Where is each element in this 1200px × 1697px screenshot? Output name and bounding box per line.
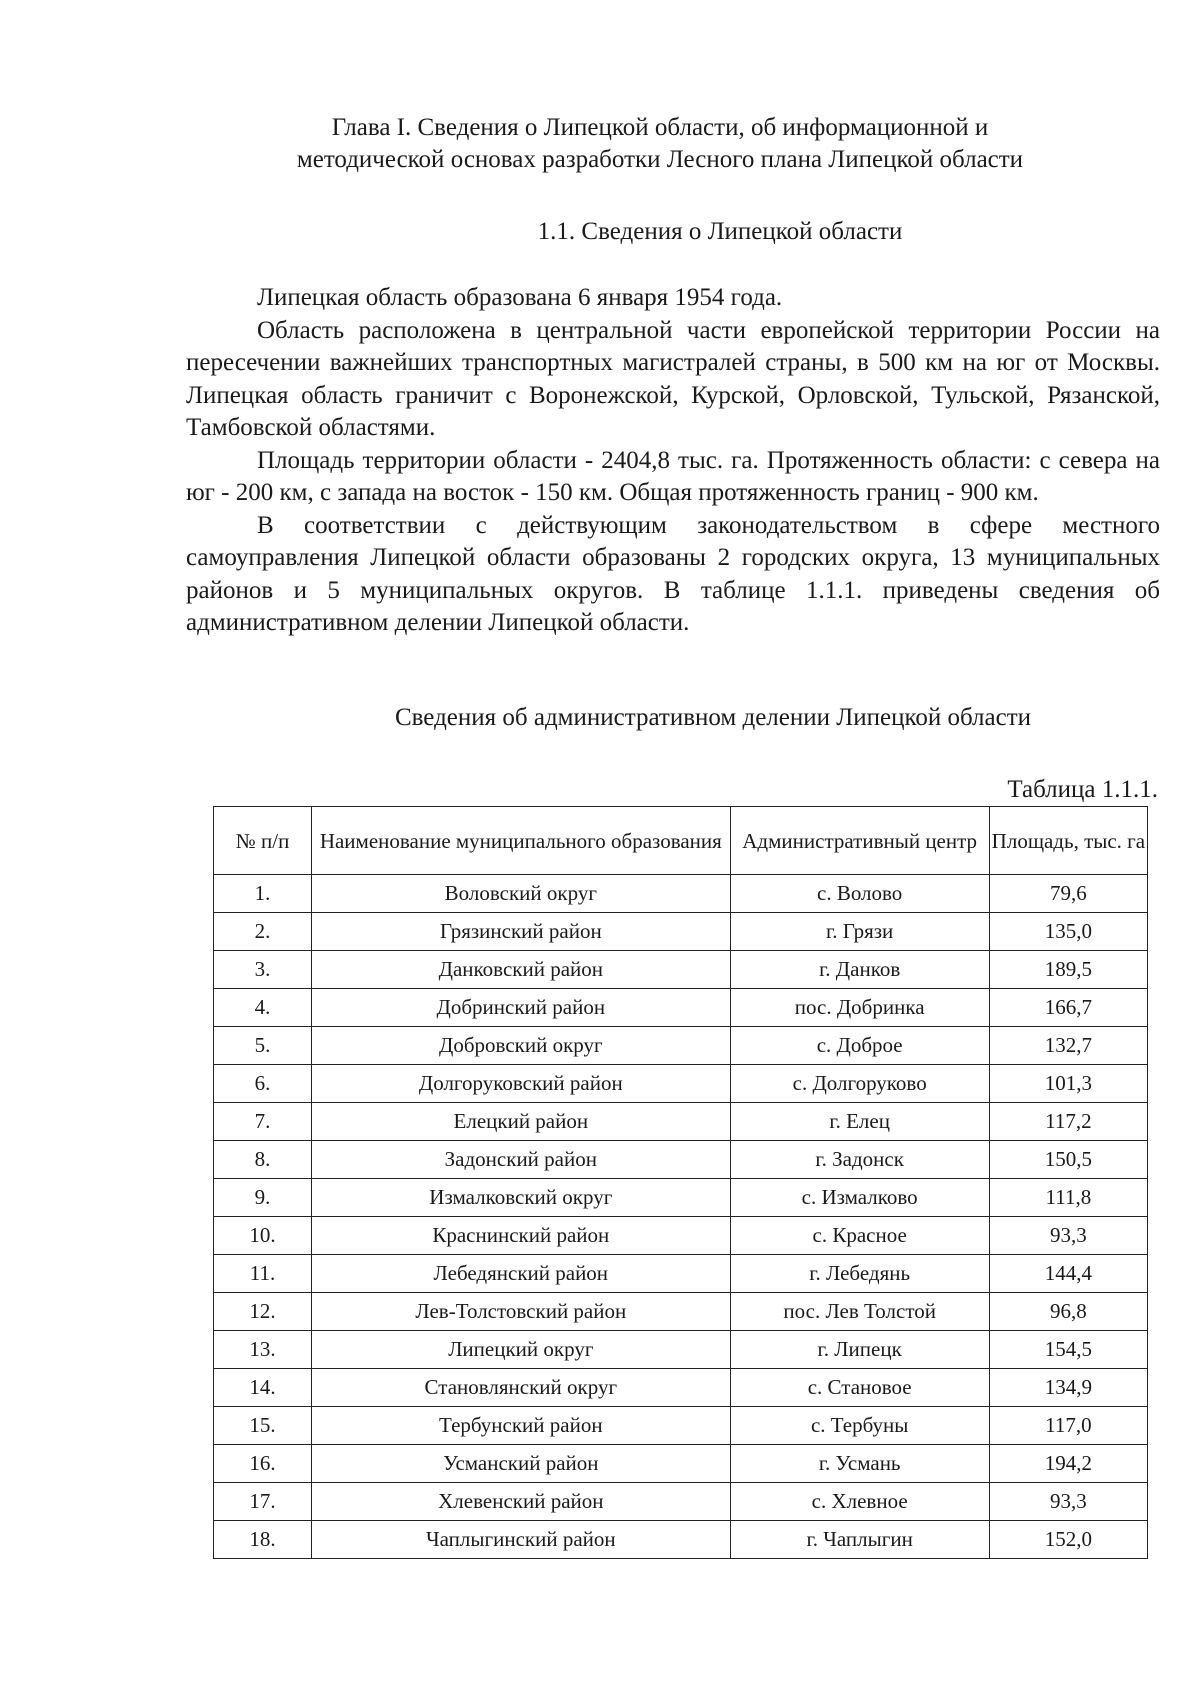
table-row: [214, 1483, 1148, 1521]
cell-area: 144,4: [989, 1255, 1147, 1293]
header-name: Наименование муниципального образования: [312, 807, 730, 875]
table-row: [214, 989, 1148, 1027]
cell-area: 117,2: [989, 1103, 1147, 1141]
table-row: [214, 1407, 1148, 1445]
chapter-heading-line1: Глава I. Сведения о Липецкой области, об информационной и: [331, 114, 989, 141]
table-row: [214, 913, 1148, 951]
admin-division-table: [213, 806, 1148, 1559]
cell-name: Добринский район: [312, 989, 730, 1027]
table-row: [214, 875, 1148, 913]
cell-center: с. Красное: [730, 1217, 989, 1255]
cell-name: Тербунский район: [312, 1407, 730, 1445]
cell-area: 96,8: [989, 1293, 1147, 1331]
cell-num: 14.: [214, 1369, 312, 1407]
cell-center: г. Усмань: [730, 1445, 989, 1483]
chapter-heading-line2: методической основах разработки Лесного плана Липецкой области: [296, 146, 1024, 173]
cell-num: 15.: [214, 1407, 312, 1445]
cell-name: Данковский район: [312, 951, 730, 989]
cell-area: 79,6: [989, 875, 1147, 913]
cell-name: Елецкий район: [312, 1103, 730, 1141]
table-row: [214, 1369, 1148, 1407]
table-row: [214, 1103, 1148, 1141]
cell-center: с. Волово: [730, 875, 989, 913]
cell-name: Усманский район: [312, 1445, 730, 1483]
cell-center: г. Задонск: [730, 1141, 989, 1179]
cell-name: Долгоруковский район: [312, 1065, 730, 1103]
cell-name: Добровский округ: [312, 1027, 730, 1065]
cell-num: 7.: [214, 1103, 312, 1141]
cell-area: 101,3: [989, 1065, 1147, 1103]
cell-area: 93,3: [989, 1483, 1147, 1521]
cell-area: 152,0: [989, 1521, 1147, 1559]
table-label: Таблица 1.1.1.: [1007, 776, 1158, 803]
cell-center: с. Долгоруково: [730, 1065, 989, 1103]
cell-num: 6.: [214, 1065, 312, 1103]
cell-name: Воловский округ: [312, 875, 730, 913]
cell-name: Краснинский район: [312, 1217, 730, 1255]
table-title: Сведения об административном делении Липецкой области: [394, 704, 1032, 731]
cell-num: 2.: [214, 913, 312, 951]
header-area: Площадь, тыс. га: [989, 807, 1147, 875]
cell-num: 18.: [214, 1521, 312, 1559]
cell-area: 154,5: [989, 1331, 1147, 1369]
table-row: [214, 1141, 1148, 1179]
cell-name: Измалковский округ: [312, 1179, 730, 1217]
cell-name: Чаплыгинский район: [312, 1521, 730, 1559]
cell-num: 8.: [214, 1141, 312, 1179]
cell-name: Грязинский район: [312, 913, 730, 951]
cell-center: г. Липецк: [730, 1331, 989, 1369]
cell-center: пос. Лев Толстой: [730, 1293, 989, 1331]
cell-area: 117,0: [989, 1407, 1147, 1445]
cell-center: г. Лебедянь: [730, 1255, 989, 1293]
table-row: [214, 1331, 1148, 1369]
cell-center: г. Данков: [730, 951, 989, 989]
cell-area: 150,5: [989, 1141, 1147, 1179]
header-center: Административный центр: [730, 807, 989, 875]
paragraph: В соответствии с действующим законодательством в сфере местного самоуправления Липецкой области образованы 2 городских округа, 13 муниципальных районов и 5 муниципальных округов. В таблице 1.1.1. приведены сведения об административном делении Липецкой области.: [186, 511, 1160, 636]
cell-area: 134,9: [989, 1369, 1147, 1407]
cell-area: 166,7: [989, 989, 1147, 1027]
table-row: [214, 1255, 1148, 1293]
table-body: [214, 875, 1148, 1559]
cell-area: 111,8: [989, 1179, 1147, 1217]
cell-center: г. Елец: [730, 1103, 989, 1141]
cell-area: 93,3: [989, 1217, 1147, 1255]
cell-num: 5.: [214, 1027, 312, 1065]
table-row: [214, 1293, 1148, 1331]
table-row: [214, 1065, 1148, 1103]
table-row: [214, 1445, 1148, 1483]
cell-center: г. Чаплыгин: [730, 1521, 989, 1559]
cell-num: 16.: [214, 1445, 312, 1483]
body-text: [186, 282, 1160, 640]
cell-name: Задонский район: [312, 1141, 730, 1179]
table-row: [214, 951, 1148, 989]
cell-num: 13.: [214, 1331, 312, 1369]
cell-name: Лев-Толстовский район: [312, 1293, 730, 1331]
cell-center: с. Тербуны: [730, 1407, 989, 1445]
table-row: [214, 1027, 1148, 1065]
cell-area: 132,7: [989, 1027, 1147, 1065]
cell-num: 4.: [214, 989, 312, 1027]
cell-name: Хлевенский район: [312, 1483, 730, 1521]
cell-num: 10.: [214, 1217, 312, 1255]
cell-area: 194,2: [989, 1445, 1147, 1483]
cell-area: 135,0: [989, 913, 1147, 951]
paragraph: Липецкая область образована 6 января 1954 года.: [257, 284, 783, 311]
header-num: № п/п: [214, 807, 312, 875]
cell-num: 3.: [214, 951, 312, 989]
cell-center: г. Грязи: [730, 913, 989, 951]
cell-num: 1.: [214, 875, 312, 913]
paragraph: Область расположена в центральной части европейской территории России на пересечении важнейших транспортных магистралей страны, в 500 км на юг от Москвы. Липецкая область граничит с Воронежской, Курской, Орловской, Тульской, Рязанской, Тамбовской областями.: [186, 316, 1160, 441]
cell-num: 11.: [214, 1255, 312, 1293]
cell-num: 12.: [214, 1293, 312, 1331]
cell-center: с. Доброе: [730, 1027, 989, 1065]
cell-name: Становлянский округ: [312, 1369, 730, 1407]
cell-center: с. Хлевное: [730, 1483, 989, 1521]
chapter-heading: [240, 112, 1080, 176]
table-row: [214, 1217, 1148, 1255]
cell-area: 189,5: [989, 951, 1147, 989]
section-title: 1.1. Сведения о Липецкой области: [537, 218, 903, 245]
cell-name: Лебедянский район: [312, 1255, 730, 1293]
cell-name: Липецкий округ: [312, 1331, 730, 1369]
cell-center: пос. Добринка: [730, 989, 989, 1027]
cell-center: с. Становое: [730, 1369, 989, 1407]
cell-center: с. Измалково: [730, 1179, 989, 1217]
paragraph: Площадь территории области - 2404,8 тыс. га. Протяженность области: с севера на юг - 200 км, с запада на восток - 150 км. Общая протяженность границ - 900 км.: [186, 446, 1160, 506]
cell-num: 9.: [214, 1179, 312, 1217]
cell-num: 17.: [214, 1483, 312, 1521]
table-row: [214, 1521, 1148, 1559]
table-header-row: [214, 807, 1148, 875]
table-row: [214, 1179, 1148, 1217]
